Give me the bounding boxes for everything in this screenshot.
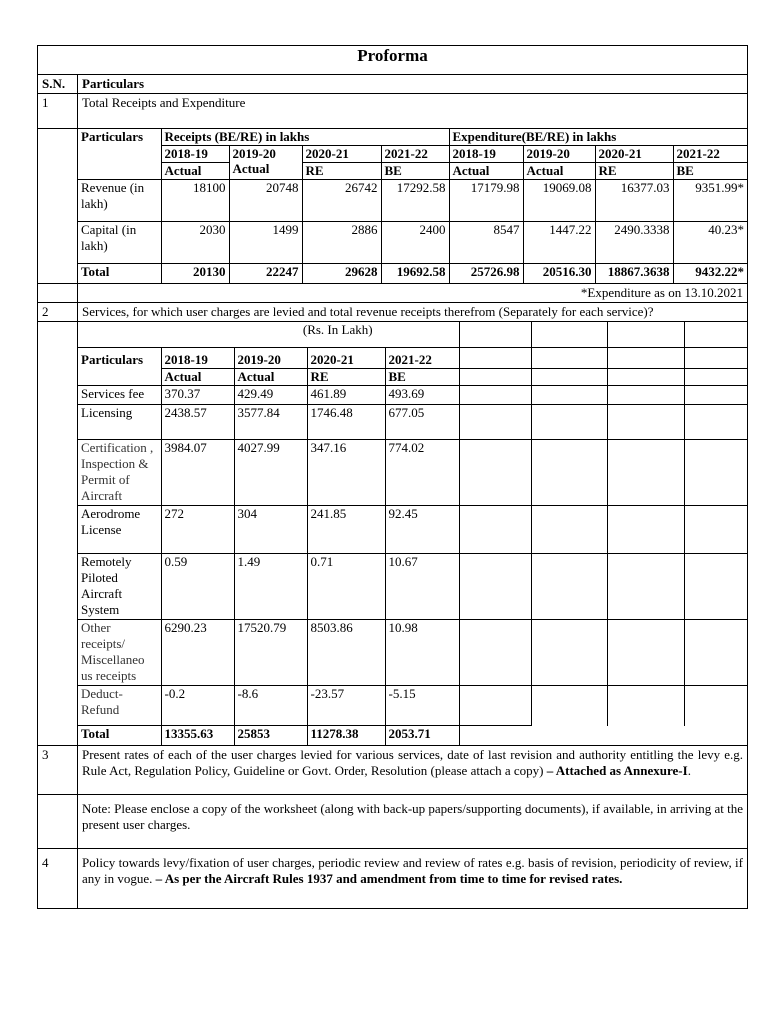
s2-year: 2019-20: [234, 348, 307, 369]
s1-col-particulars: Particulars: [78, 129, 161, 180]
s1-type: RE: [302, 163, 381, 180]
s1-type: Actual: [523, 163, 595, 180]
cell-value: 1.49: [234, 554, 307, 620]
cell-value: 493.69: [385, 386, 459, 405]
expenditure-footnote: *Expenditure as on 13.10.2021: [78, 283, 748, 302]
s1-year: 2019-20: [523, 146, 595, 163]
cell-value: 2886: [302, 222, 381, 264]
cell-value: 25726.98: [449, 264, 523, 283]
cell-value: 11278.38: [307, 726, 385, 745]
cell-value: 8547: [449, 222, 523, 264]
section2-heading: Services, for which user charges are levied and total revenue receipts therefrom (Separately for each service)?: [78, 302, 748, 321]
cell-value: 40.23*: [673, 222, 747, 264]
section3-annexure: – Attached as Annexure-I: [546, 762, 688, 778]
cell-value: 3984.07: [161, 440, 234, 506]
s2-year: 2018-19: [161, 348, 234, 369]
cell-value: 10.67: [385, 554, 459, 620]
cell-value: 2053.71: [385, 726, 459, 745]
row-label: Certification , Inspection & Permit of Aircraft: [78, 440, 161, 506]
cell-value: 677.05: [385, 405, 459, 440]
table-row: [78, 554, 747, 620]
table-row: [78, 620, 747, 686]
page-title: Proforma: [38, 46, 748, 75]
cell-value: 2438.57: [161, 405, 234, 440]
section3-body: Present rates of each of the user charges levied for various services, date of last revision and authority entitling the levy e.g. Rule Act, Regulation Policy, Guideline or Govt. Order, Resolution (please attach a copy): [82, 746, 743, 778]
cell-value: 19069.08: [523, 180, 595, 222]
cell-value: 1746.48: [307, 405, 385, 440]
total-row: [78, 264, 747, 283]
cell-value: 29628: [302, 264, 381, 283]
cell-value: 17179.98: [449, 180, 523, 222]
cell-value: -8.6: [234, 686, 307, 726]
s2-year: 2020-21: [307, 348, 385, 369]
cell-value: 20516.30: [523, 264, 595, 283]
s1-type: Actual: [449, 163, 523, 180]
row-label: Total: [78, 726, 161, 745]
s2-type: Actual: [161, 369, 234, 386]
cell-value: 6290.23: [161, 620, 234, 686]
cell-value: 19692.58: [381, 264, 449, 283]
row-label: Other receipts/ Miscellaneo us receipts: [78, 620, 161, 686]
s1-year: 2018-19: [161, 146, 229, 163]
unit-label: (Rs. In Lakh): [78, 322, 459, 348]
cell-value: 2490.3338: [595, 222, 673, 264]
cell-value: 92.45: [385, 506, 459, 554]
cell-value: 1447.22: [523, 222, 595, 264]
section3-tail: .: [687, 762, 691, 778]
cell-value: 17520.79: [234, 620, 307, 686]
cell-value: 20748: [229, 180, 302, 222]
s1-year: 2021-22: [381, 146, 449, 163]
cell-value: 17292.58: [381, 180, 449, 222]
row-label: Aerodrome License: [78, 506, 161, 554]
cell-value: 25853: [234, 726, 307, 745]
section3-note: Note: Please enclose a copy of the worksheet (along with back-up papers/supporting documents), if available, in arriving at the present user charges.: [78, 794, 748, 848]
cell-value: 241.85: [307, 506, 385, 554]
cell-value: 13355.63: [161, 726, 234, 745]
row-label: Total: [78, 264, 161, 283]
s1-type: BE: [381, 163, 449, 180]
cell-value: -23.57: [307, 686, 385, 726]
s1-type: Actual: [232, 161, 270, 176]
cell-value: 1499: [229, 222, 302, 264]
cell-value: 18100: [161, 180, 229, 222]
s1-year: 2021-22: [673, 146, 747, 163]
cell-value: 347.16: [307, 440, 385, 506]
header-particulars: Particulars: [78, 75, 748, 94]
s2-year: 2021-22: [385, 348, 459, 369]
cell-value: 3577.84: [234, 405, 307, 440]
table-row: [78, 405, 747, 440]
cell-value: 0.71: [307, 554, 385, 620]
cell-value: 272: [161, 506, 234, 554]
table-row: [78, 440, 747, 506]
row-label: Licensing: [78, 405, 161, 440]
proforma-table: [37, 45, 748, 909]
table-row: [78, 506, 747, 554]
s2-col-particulars: Particulars: [78, 348, 161, 386]
total-row: [78, 726, 747, 745]
table-row: [78, 222, 747, 264]
section2-sn: 2: [38, 302, 78, 321]
cell-value: -5.15: [385, 686, 459, 726]
section1-sn: 1: [38, 94, 78, 129]
cell-value: -0.2: [161, 686, 234, 726]
row-label: Services fee: [78, 386, 161, 405]
cell-value: 2030: [161, 222, 229, 264]
expenditure-header: Expenditure(BE/RE) in lakhs: [449, 129, 747, 146]
cell-value: 16377.03: [595, 180, 673, 222]
user-charges-table: [78, 322, 747, 745]
table-row: [78, 180, 747, 222]
s1-year: 2020-21: [302, 146, 381, 163]
s2-type: RE: [307, 369, 385, 386]
cell-value: 774.02: [385, 440, 459, 506]
s1-type: BE: [673, 163, 747, 180]
s1-type: Actual: [161, 163, 229, 180]
cell-value: 461.89: [307, 386, 385, 405]
cell-value: 18867.3638: [595, 264, 673, 283]
s2-type: BE: [385, 369, 459, 386]
s1-year: 2020-21: [595, 146, 673, 163]
cell-value: 304: [234, 506, 307, 554]
cell-value: 0.59: [161, 554, 234, 620]
table-row: [78, 686, 747, 726]
cell-value: 20130: [161, 264, 229, 283]
section3-text: [78, 745, 748, 794]
section4-body: Policy towards levy/fixation of user charges, periodic review and review of rates e.g. basis of revision, periodicity of review, if any in vogue.: [82, 854, 743, 886]
cell-value: 429.49: [234, 386, 307, 405]
table-row: [78, 386, 747, 405]
section4-policy: – As per the Aircraft Rules 1937 and amendment from time to time for revised rates.: [155, 870, 623, 886]
row-label: Deduct-Refund: [78, 686, 161, 726]
cell-value: 4027.99: [234, 440, 307, 506]
section3-sn: 3: [38, 745, 78, 794]
section4-text: [78, 848, 748, 908]
cell-value: 8503.86: [307, 620, 385, 686]
section1-heading: Total Receipts and Expenditure: [78, 94, 748, 129]
row-label: Revenue (in lakh): [78, 180, 161, 222]
section4-sn: 4: [38, 848, 78, 908]
cell-value: 2400: [381, 222, 449, 264]
cell-value: 10.98: [385, 620, 459, 686]
s1-year: 2018-19: [449, 146, 523, 163]
s1-year: 2019-20: [232, 146, 276, 161]
receipts-header: Receipts (BE/RE) in lakhs: [161, 129, 449, 146]
row-label: Remotely Piloted Aircraft System: [78, 554, 161, 620]
row-label: Capital (in lakh): [78, 222, 161, 264]
s1-type: RE: [595, 163, 673, 180]
receipts-expenditure-table: [78, 129, 747, 283]
cell-value: 22247: [229, 264, 302, 283]
proforma-document: [37, 45, 748, 909]
cell-value: 9432.22*: [673, 264, 747, 283]
s2-type: Actual: [234, 369, 307, 386]
header-sn: S.N.: [38, 75, 78, 94]
cell-value: 9351.99*: [673, 180, 747, 222]
cell-value: 370.37: [161, 386, 234, 405]
cell-value: 26742: [302, 180, 381, 222]
